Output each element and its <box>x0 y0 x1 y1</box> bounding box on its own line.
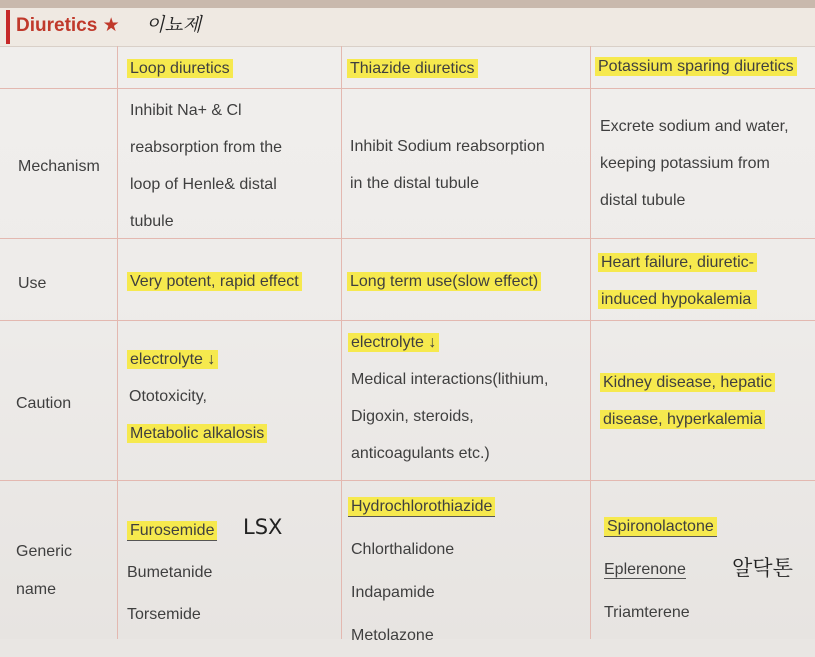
mechanism-potassium: Excrete sodium and water, keeping potassium from distal tubule <box>600 118 789 209</box>
use-thiazide: Long term use(slow effect) <box>347 263 541 300</box>
caution-loop: electrolyte ↓ Ototoxicity, Metabolic alkalosis <box>127 341 267 452</box>
row-label-caution: Caution <box>16 395 72 412</box>
title-text: Diuretics <box>16 15 98 36</box>
page-title <box>16 14 120 37</box>
grid-line <box>590 46 591 639</box>
handwritten-note-title: 이뇨제 <box>146 14 202 36</box>
grid-line <box>0 238 815 239</box>
mechanism-thiazide: Inhibit Sodium reabsorption in the distal tubule <box>350 138 545 192</box>
header-bar <box>0 8 815 47</box>
grid-line <box>117 46 118 639</box>
caution-potassium: Kidney disease, hepatic disease, hyperkalemia <box>600 364 775 438</box>
grid-line <box>341 46 342 639</box>
grid-line <box>0 88 815 89</box>
generic-potassium: Spironolactone Eplerenone Triamterene <box>604 505 717 634</box>
mechanism-loop: Inhibit Na+ & Cl reabsorption from the loop of Henle& distal tubule <box>130 102 283 230</box>
row-label-generic: Generic <box>16 543 73 560</box>
use-potassium: Heart failure, diuretic- induced hypokalemia <box>598 244 757 318</box>
use-loop: Very potent, rapid effect <box>127 263 302 300</box>
generic-thiazide: Hydrochlorothiazide Chlorthalidone Indapamide Metolazone <box>348 485 495 657</box>
handwritten-note-lsx: LSX <box>243 515 283 539</box>
row-label-mechanism: Mechanism <box>18 158 100 175</box>
row-label-name: name <box>16 581 57 598</box>
caution-thiazide: electrolyte ↓ Medical interactions(lithium, Digoxin, steroids, anticoagulants etc.) <box>348 324 548 472</box>
handwritten-note-aldactone: 알닥톤 <box>732 556 793 580</box>
column-header-loop: Loop diuretics <box>127 50 233 87</box>
column-header-potassium: Potassium sparing diuretics <box>595 48 797 85</box>
column-header-thiazide: Thiazide diuretics <box>347 50 478 87</box>
top-strip <box>0 0 815 8</box>
header-accent-bar <box>6 10 10 44</box>
star-icon: ★ <box>102 15 120 36</box>
grid-line <box>0 320 815 321</box>
grid-line <box>0 480 815 481</box>
generic-loop: Furosemide Bumetanide Torsemide <box>127 510 217 636</box>
row-label-use: Use <box>18 275 47 292</box>
